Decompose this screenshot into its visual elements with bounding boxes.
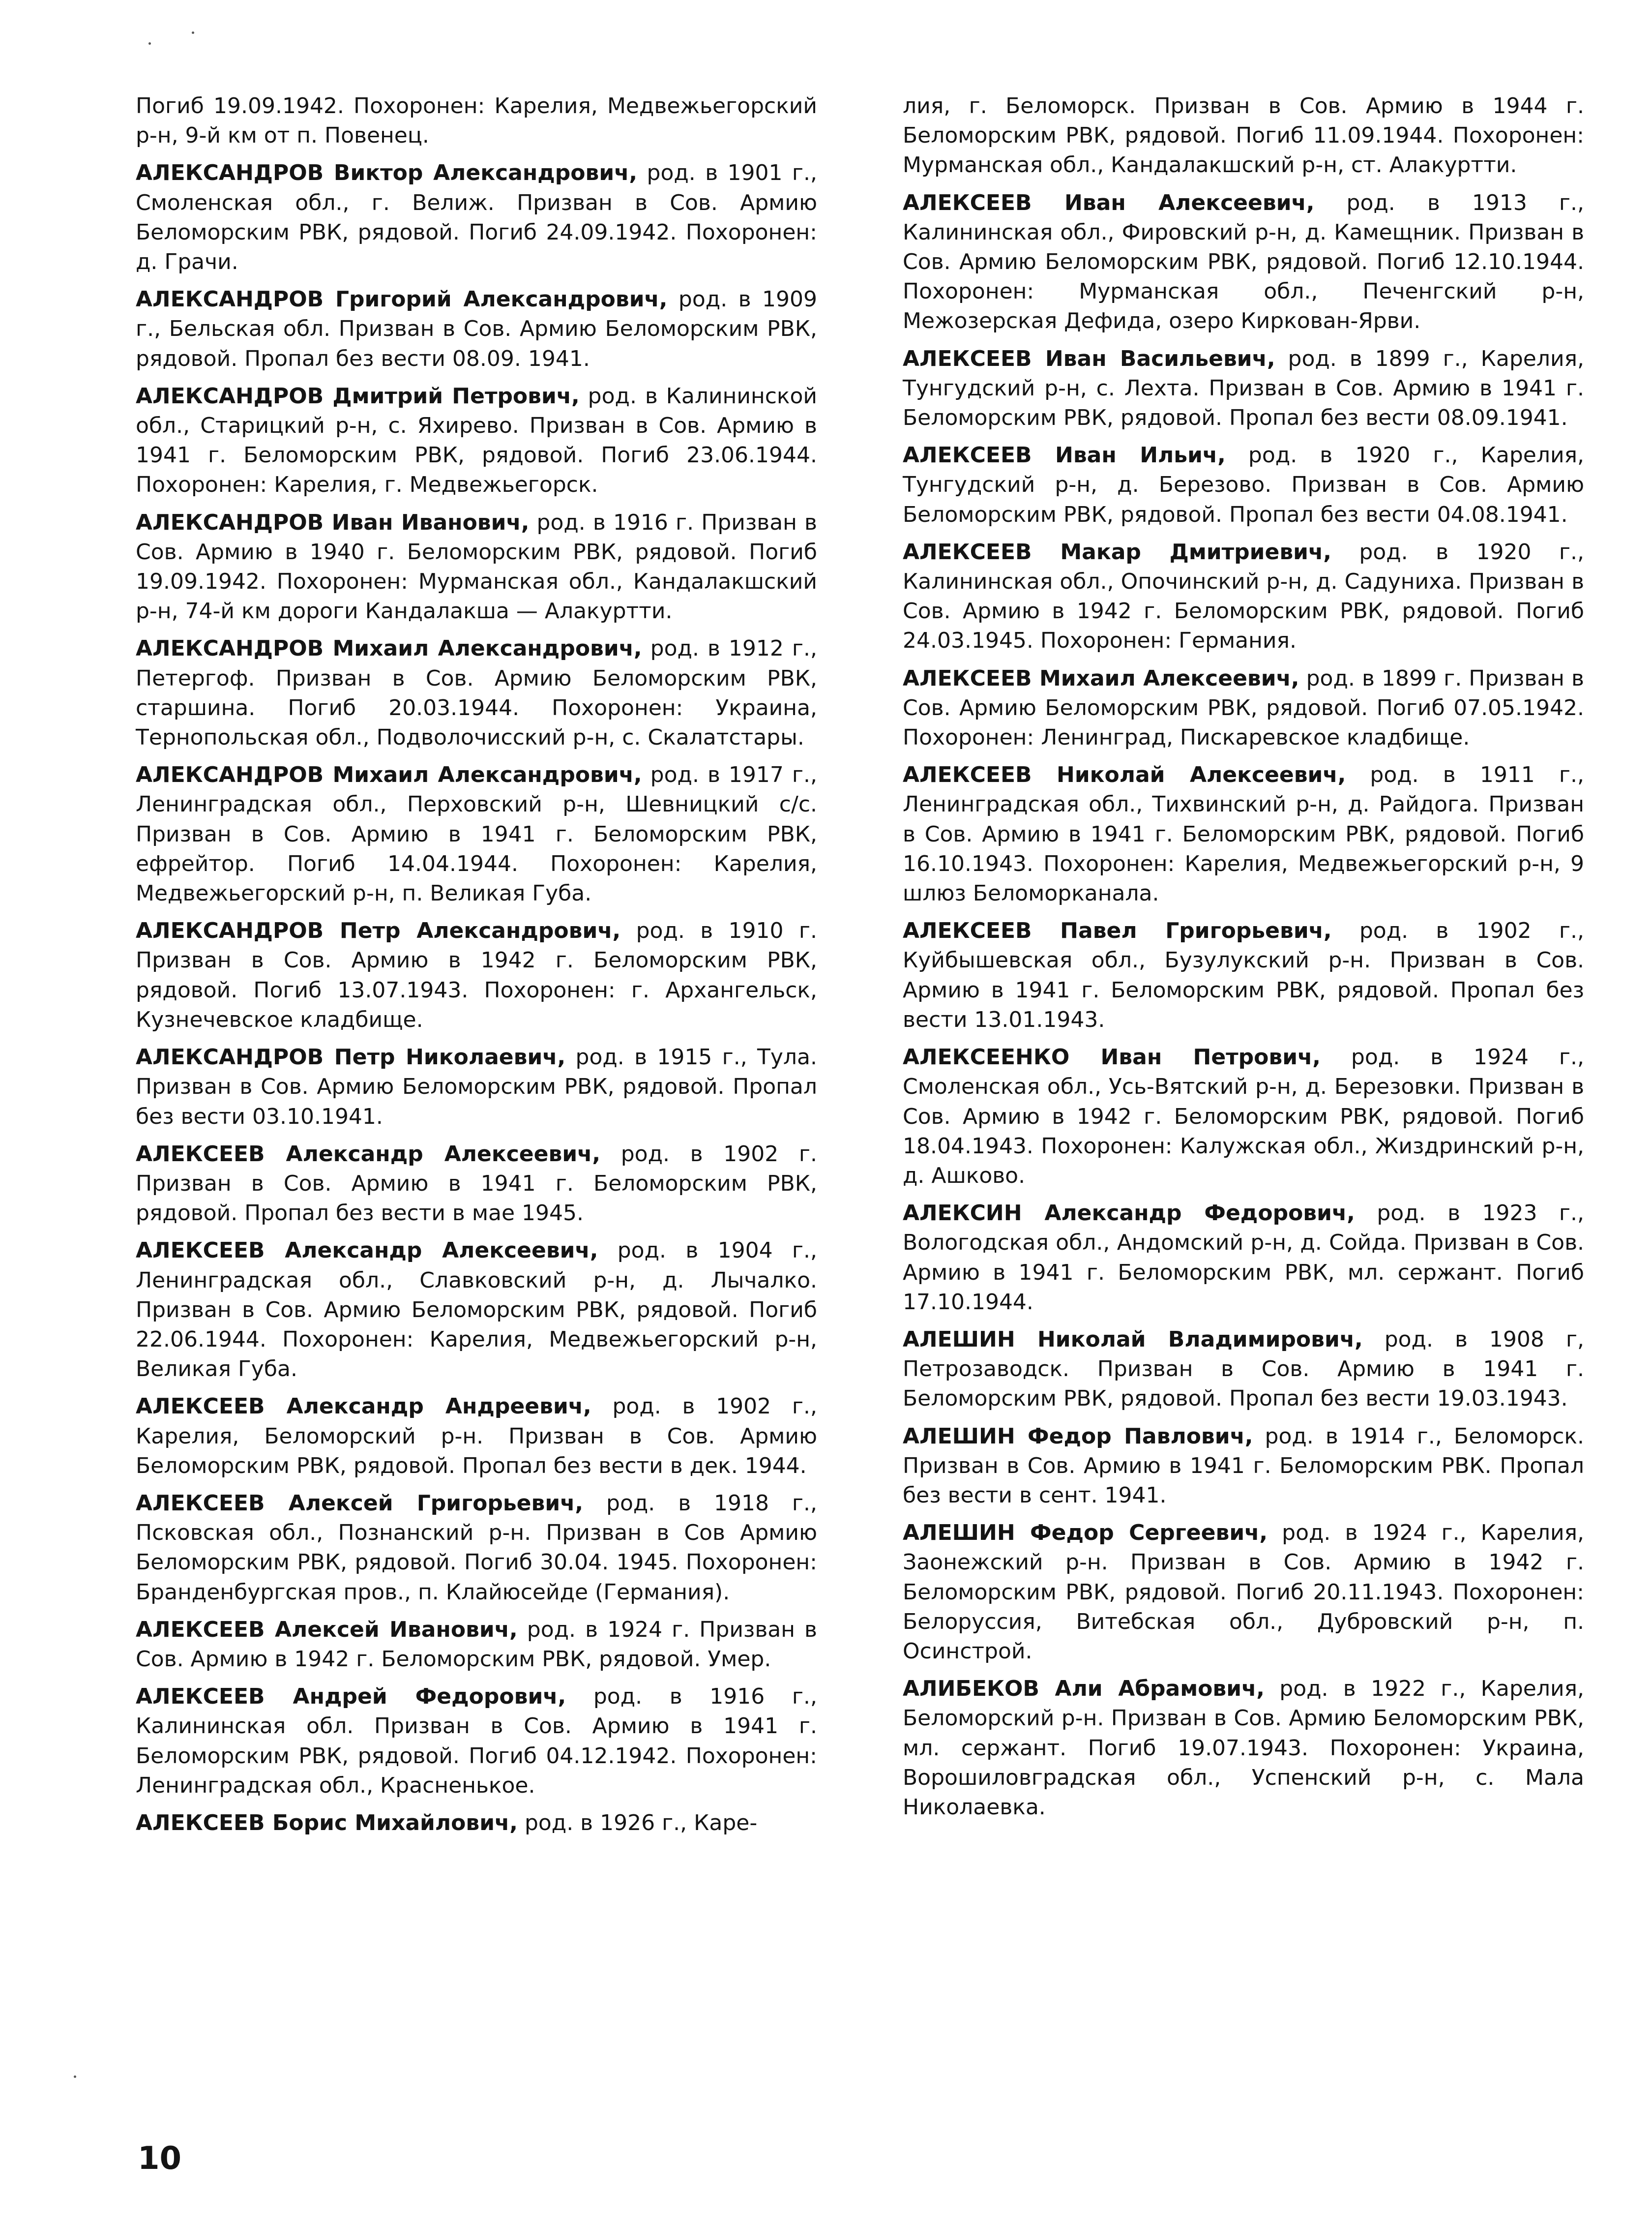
person-name: АЛЕКСЕЕВ Михаил Алексеевич, bbox=[903, 665, 1299, 691]
person-name: АЛЕКСЕЕВ Макар Дмитриевич, bbox=[903, 539, 1331, 565]
print-speck bbox=[74, 2075, 76, 2078]
register-entry bbox=[903, 344, 1584, 433]
entry-details: род. в 1920 г., Калининская обл., Опочинский р-н, д. Садуниха. Призван в Сов. Армию в 1942 г. Беломорским РВК, рядовой. Погиб 24.03.1945. Похоронен: Германия. bbox=[903, 539, 1584, 654]
person-name: АЛИБЕКОВ Али Абрамович, bbox=[903, 1676, 1265, 1702]
entry-details: Погиб 19.09.1942. Похоронен: Карелия, Медвежьегорский р-н, 9-й км от п. Повенец. bbox=[136, 93, 817, 149]
register-entry bbox=[136, 285, 817, 374]
person-name: АЛЕКСАНДРОВ Иван Иванович, bbox=[136, 510, 530, 535]
register-entry bbox=[136, 1392, 817, 1481]
person-name: АЛЕКСАНДРОВ Михаил Александрович, bbox=[136, 762, 642, 788]
register-entry bbox=[136, 508, 817, 627]
person-name: АЛЕКСЕЕВ Алексей Иванович, bbox=[136, 1617, 518, 1642]
person-name: АЛЕКСЕЕВ Иван Васильевич, bbox=[903, 346, 1275, 371]
entry-details: род. в 1901 г., Смоленская обл., г. Велиж. Призван в Сов. Армию Беломорским РВК, рядовой. Погиб 24.09.1942. Похоронен: д. Грачи. bbox=[136, 160, 818, 275]
entry-details: род. в 1911 г., Ленинградская обл., Тихвинский р-н, д. Райдога. Призван в Сов. Армию в 1941 г. Беломорским РВК, рядовой. Погиб 16.10.1943. Похоронен: Карелия, Медвежьегорский р-н, 9 шлюз Беломорканала. bbox=[903, 762, 1584, 906]
entry-details: род. в Калининской обл., Старицкий р-н, с. Яхирево. Призван в Сов. Армию в 1941 г. Беломорским РВК, рядовой. Погиб 23.06.1944. Похоронен: Карелия, г. Медвежьегорск. bbox=[136, 383, 817, 498]
print-speck bbox=[192, 31, 194, 34]
person-name: АЛЕКСЕЕВ Александр Алексеевич, bbox=[136, 1141, 601, 1167]
register-entry bbox=[136, 1140, 817, 1229]
register-entry bbox=[903, 916, 1584, 1035]
person-name: АЛЕШИН Федор Павлович, bbox=[903, 1423, 1253, 1449]
print-speck bbox=[148, 42, 151, 45]
entry-details: род. в 1915 г., Тула. Призван в Сов. Армию Беломорским РВК, рядовой. Пропал без вести 03.10.1941. bbox=[136, 1045, 817, 1129]
entry-details: род. в 1902 г. Призван в Сов. Армию в 1941 г. Беломорским РВК, рядовой. Пропал без вести в мае 1945. bbox=[136, 1141, 818, 1226]
register-entry bbox=[903, 91, 1584, 180]
register-entry bbox=[136, 1615, 817, 1674]
entry-details: лия, г. Беломорск. Призван в Сов. Армию в 1944 г. Беломорским РВК, рядовой. Погиб 11.09.1944. Похоронен: Мурманская обл., Кандалакшский р-н, ст. Алакуртти. bbox=[903, 93, 1584, 178]
register-entry bbox=[903, 1199, 1584, 1317]
register-entry bbox=[903, 1422, 1584, 1511]
page-number: 10 bbox=[138, 2140, 182, 2177]
person-name: АЛЕКСАНДРОВ Петр Александрович, bbox=[136, 918, 621, 944]
entry-details: род. в 1914 г., Беломорск. Призван в Сов. Армию в 1941 г. Беломорским РВК. Пропал без вести в сент. 1941. bbox=[903, 1423, 1584, 1508]
entry-details: род. в 1916 г. Призван в Сов. Армию в 1940 г. Беломорским РВК, рядовой. Погиб 19.09.1942. Похоронен: Мурманская обл., Кандалакшский р-н, 74-й км дороги Кандалакша — Алакуртти. bbox=[136, 510, 817, 624]
person-name: АЛЕКСАНДРОВ Дмитрий Петрович, bbox=[136, 383, 580, 409]
entry-details: род. в 1899 г. Призван в Сов. Армию Беломорским РВК, рядовой. Погиб 07.05.1942. Похоронен: Ленинград, Пискаревское кладбище. bbox=[903, 665, 1584, 751]
person-name: АЛЕКСЕЕВ Андрей Федорович, bbox=[136, 1684, 566, 1710]
register-entry bbox=[903, 760, 1584, 908]
register-entry bbox=[136, 916, 817, 1035]
register-entry bbox=[136, 1489, 817, 1607]
entry-details: род. в 1924 г., Смоленская обл., Усь-Вятский р-н, д. Березовки. Призван в Сов. Армию в 1942 г. Беломорским РВК, рядовой. Погиб 18.04.1943. Похоронен: Калужская обл., Жиздринский р-н, д. Ашково. bbox=[903, 1045, 1584, 1188]
person-name: АЛЕКСЕЕВ Павел Григорьевич, bbox=[903, 918, 1332, 944]
person-name: АЛЕКСАНДРОВ Григорий Александрович, bbox=[136, 287, 668, 312]
person-name: АЛЕКСЕЕВ Алексей Григорьевич, bbox=[136, 1490, 584, 1516]
register-entry bbox=[903, 441, 1584, 530]
person-name: АЛЕШИН Николай Владимирович, bbox=[903, 1326, 1363, 1352]
entry-details: род. в 1920 г., Карелия, Тунгудский р-н, д. Березово. Призван в Сов. Армию Беломорским РВК, рядовой. Пропал без вести 04.08.1941. bbox=[903, 443, 1584, 527]
entry-details: род. в 1916 г., Калининская обл. Призван в Сов. Армию в 1941 г. Беломорским РВК, рядовой. Погиб 04.12.1942. Похоронен: Ленинградская обл., Красненькое. bbox=[136, 1684, 818, 1798]
entry-details: род. в 1908 г, Петрозаводск. Призван в Сов. Армию в 1941 г. Беломорским РВК, рядовой. Пропал без вести 19.03.1943. bbox=[903, 1326, 1584, 1412]
left-column bbox=[136, 91, 817, 1846]
person-name: АЛЕКСАНДРОВ Михаил Александрович, bbox=[136, 636, 642, 661]
entry-details: род. в 1904 г., Ленинградская обл., Славковский р-н, д. Лычалко. Призван в Сов. Армию Беломорским РВК, рядовой. Погиб 22.06.1944. Похоронен: Карелия, Медвежьегорский р-н, Великая Губа. bbox=[136, 1238, 817, 1382]
person-name: АЛЕКСИН Александр Федорович, bbox=[903, 1201, 1355, 1226]
person-name: АЛЕШИН Федор Сергеевич, bbox=[903, 1520, 1268, 1546]
person-name: АЛЕКСЕЕВ Борис Михайлович, bbox=[136, 1810, 518, 1835]
entry-details: род. в 1909 г., Бельская обл. Призван в Сов. Армию Беломорским РВК, рядовой. Пропал без вести 08.09. 1941. bbox=[136, 287, 817, 371]
register-entry bbox=[136, 382, 817, 500]
person-name: АЛЕКСЕЕВ Иван Алексеевич, bbox=[903, 190, 1315, 215]
register-entry bbox=[903, 538, 1584, 656]
register-entry bbox=[903, 1325, 1584, 1414]
entry-details: род. в 1913 г., Калининская обл., Фировский р-н, д. Камещник. Призван в Сов. Армию Беломорским РВК, рядовой. Погиб 12.10.1944. Похоронен: Мурманская обл., Печенгский р-н, Межозерская Дефида, озеро Киркован-Ярви. bbox=[903, 190, 1584, 334]
entry-details: род. в 1899 г., Карелия, Тунгудский р-н, с. Лехта. Призван в Сов. Армию в 1941 г. Беломорским РВК, рядовой. Пропал без вести 08.09.1941. bbox=[903, 346, 1584, 431]
register-entry bbox=[136, 1808, 817, 1838]
entry-details: род. в 1912 г., Петергоф. Призван в Сов. Армию Беломорским РВК, старшина. Погиб 20.03.1944. Похоронен: Украина, Тернопольская обл., Подволочисский р-н, с. Скалатстары. bbox=[136, 636, 817, 751]
register-entry bbox=[136, 1682, 817, 1801]
entry-details: род. в 1923 г., Вологодская обл., Андомский р-н, д. Сойда. Призван в Сов. Армию в 1941 г. Беломорским РВК, мл. сержант. Погиб 17.10.1944. bbox=[903, 1201, 1585, 1315]
person-name: АЛЕКСЕЕВ Александр Андреевич, bbox=[136, 1394, 591, 1419]
entry-details: род. в 1922 г., Карелия, Беломорский р-н. Призван в Сов. Армию Беломорским РВК, мл. сержант. Погиб 19.07.1943. Похоронен: Украина, Ворошиловградская обл., Успенский р-н, с. Мала Николаевка. bbox=[903, 1676, 1585, 1820]
entry-details: род. в 1926 г., Каре- bbox=[517, 1810, 758, 1835]
entry-details: род. в 1910 г. Призван в Сов. Армию в 1942 г. Беломорским РВК, рядовой. Погиб 13.07.1943. Похоронен: г. Архангельск, Кузнечевское кладбище. bbox=[136, 918, 817, 1032]
entry-details: род. в 1902 г., Карелия, Беломорский р-н. Призван в Сов. Армию Беломорским РВК, рядовой. Пропал без вести в дек. 1944. bbox=[136, 1394, 817, 1478]
entry-details: род. в 1924 г., Карелия, Заонежский р-н. Призван в Сов. Армию в 1942 г. Беломорским РВК, рядовой. Погиб 20.11.1943. Похоронен: Белоруссия, Витебская обл., Дубровский р-н, п. Осинстрой. bbox=[903, 1520, 1584, 1664]
register-entry bbox=[903, 1674, 1584, 1822]
register-entry bbox=[136, 634, 817, 752]
right-column bbox=[903, 91, 1584, 1830]
register-entry bbox=[136, 158, 817, 277]
register-entry bbox=[136, 760, 817, 908]
entry-details: род. в 1924 г. Призван в Сов. Армию в 1942 г. Беломорским РВК, рядовой. Умер. bbox=[136, 1617, 817, 1672]
entry-details: род. в 1902 г., Куйбышевская обл., Бузулукский р-н. Призван в Сов. Армию в 1941 г. Беломорским РВК, рядовой. Пропал без вести 13.01.1943. bbox=[903, 918, 1584, 1032]
register-entry bbox=[136, 1043, 817, 1132]
entry-details: род. в 1918 г., Псковская обл., Познанский р-н. Призван в Сов Армию Беломорским РВК, рядовой. Погиб 30.04. 1945. Похоронен: Бранденбургская пров., п. Клайюсейде (Германия). bbox=[136, 1490, 818, 1605]
register-entry bbox=[903, 664, 1584, 753]
person-name: АЛЕКСАНДРОВ Виктор Александрович, bbox=[136, 160, 638, 186]
register-entry bbox=[136, 91, 817, 150]
register-entry bbox=[903, 188, 1584, 336]
register-entry bbox=[903, 1043, 1584, 1191]
entry-details: род. в 1917 г., Ленинградская обл., Перховский р-н, Шевницкий с/с. Призван в Сов. Армию в 1941 г. Беломорским РВК, ефрейтор. Погиб 14.04.1944. Похоронен: Карелия, Медвежьегорский р-н, п. Великая Губа. bbox=[136, 762, 817, 906]
person-name: АЛЕКСАНДРОВ Петр Николаевич, bbox=[136, 1045, 566, 1070]
person-name: АЛЕКСЕЕВ Иван Ильич, bbox=[903, 443, 1226, 468]
person-name: АЛЕКСЕЕВ Николай Алексеевич, bbox=[903, 762, 1346, 788]
person-name: АЛЕКСЕЕВ Александр Алексеевич, bbox=[136, 1238, 598, 1263]
register-entry bbox=[136, 1236, 817, 1384]
person-name: АЛЕКСЕЕНКО Иван Петрович, bbox=[903, 1045, 1321, 1070]
register-entry bbox=[903, 1518, 1584, 1666]
